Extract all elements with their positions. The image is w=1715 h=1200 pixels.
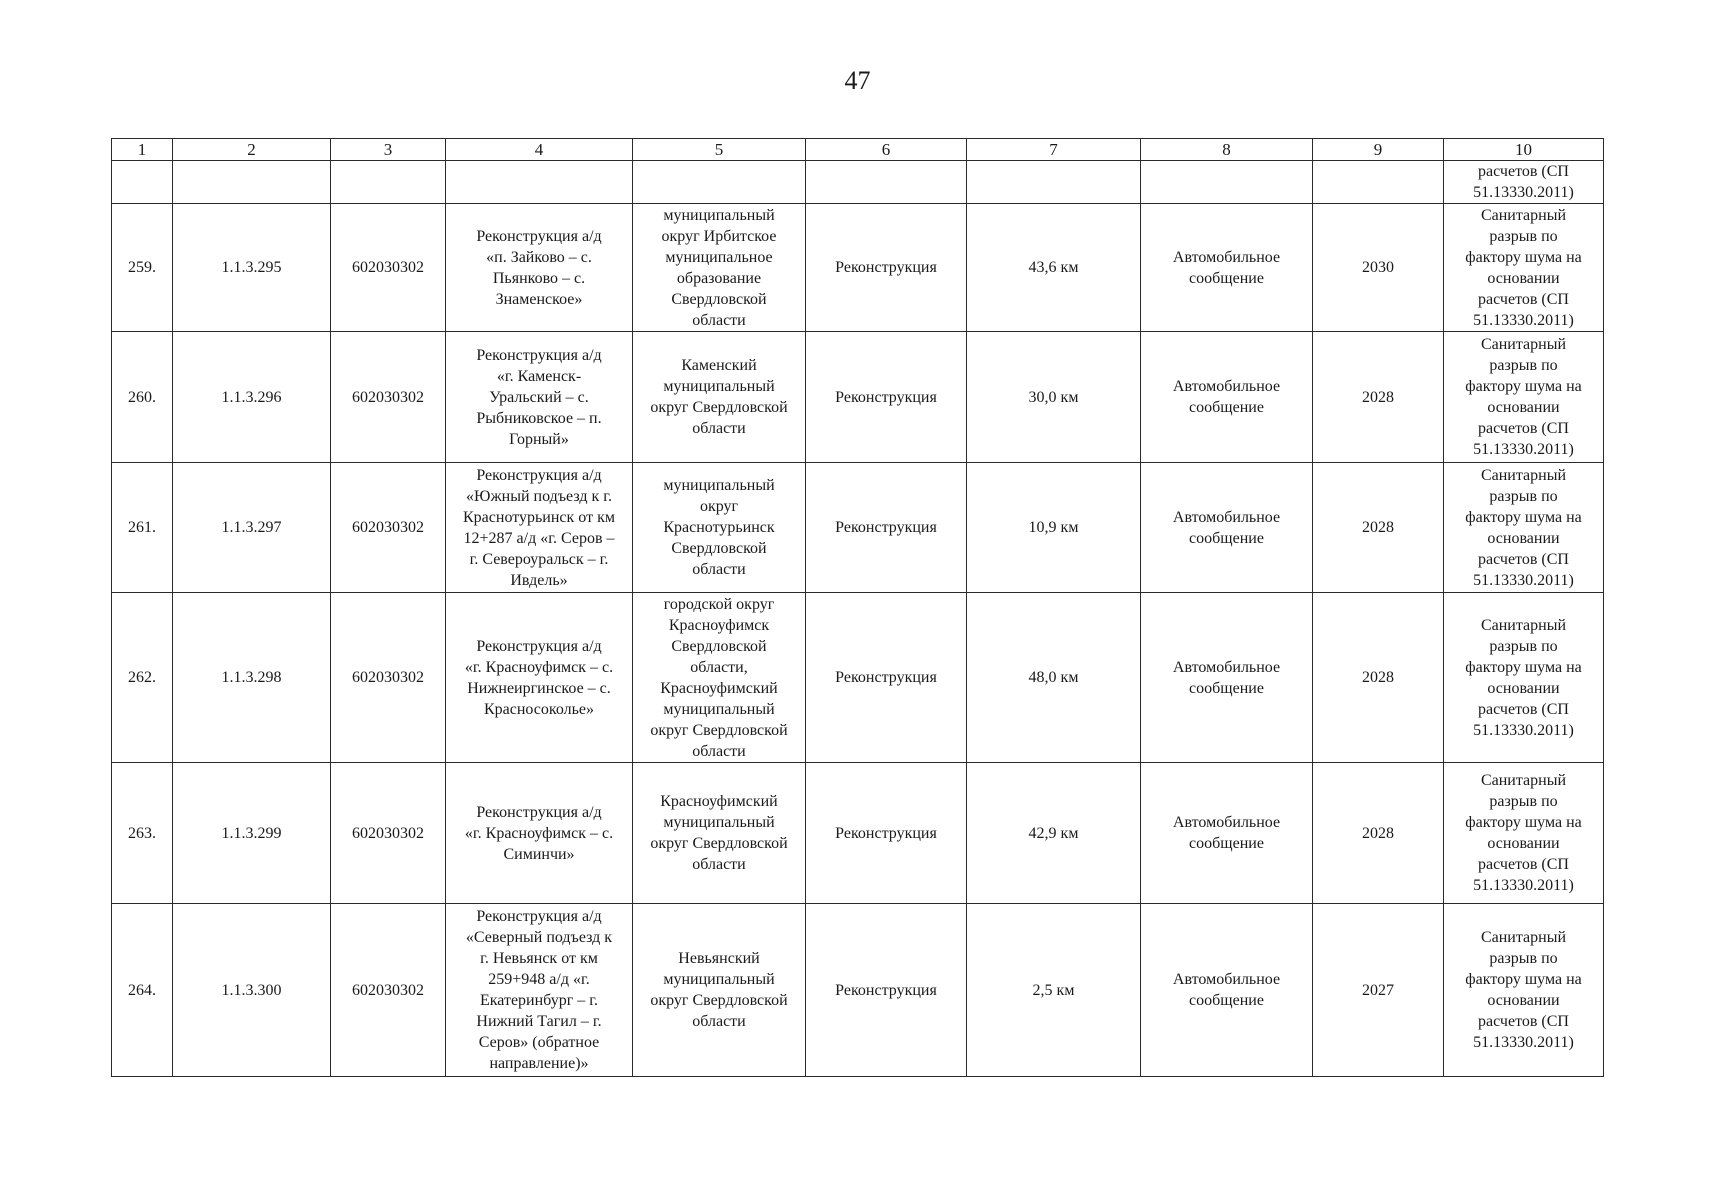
cell-zone: расчетов (СП 51.13330.2011) <box>1444 161 1604 204</box>
cell-zone: Санитарный разрыв по фактору шума на основании расчетов (СП 51.13330.2011) <box>1444 593 1604 763</box>
cell-code: 1.1.3.297 <box>173 463 331 593</box>
cell-type: Реконструкция <box>806 332 967 463</box>
cell-year: 2028 <box>1313 332 1444 463</box>
cell-length: 48,0 км <box>967 593 1141 763</box>
cell-kod: 602030302 <box>331 204 446 332</box>
column-number: 8 <box>1141 139 1313 161</box>
cell-purpose: Автомобильное сообщение <box>1141 332 1313 463</box>
table-row <box>112 904 1604 1077</box>
cell-location: Каменский муниципальный округ Свердловской области <box>633 332 806 463</box>
cell-code: 1.1.3.300 <box>173 904 331 1077</box>
column-number-row <box>112 139 1604 161</box>
table-row <box>112 463 1604 593</box>
cell-code: 1.1.3.298 <box>173 593 331 763</box>
cell-location: муниципальный округ Краснотурьинск Свердловской области <box>633 463 806 593</box>
cell-num: 263. <box>112 763 173 904</box>
table-row <box>112 204 1604 332</box>
cell-location: Невьянский муниципальный округ Свердловской области <box>633 904 806 1077</box>
cell-num: 259. <box>112 204 173 332</box>
cell-kod: 602030302 <box>331 904 446 1077</box>
column-number: 5 <box>633 139 806 161</box>
cell-kod: 602030302 <box>331 593 446 763</box>
cell-zone: Санитарный разрыв по фактору шума на основании расчетов (СП 51.13330.2011) <box>1444 332 1604 463</box>
cell-num: 262. <box>112 593 173 763</box>
column-number: 9 <box>1313 139 1444 161</box>
page-number: 47 <box>844 66 871 95</box>
cell-num: 264. <box>112 904 173 1077</box>
cell-location: Красноуфимский муниципальный округ Свердловской области <box>633 763 806 904</box>
table-row <box>112 763 1604 904</box>
cell-location: муниципальный округ Ирбитское муниципальное образование Свердловской области <box>633 204 806 332</box>
cell-name: Реконструкция а/д «Южный подъезд к г. Краснотурьинск от км 12+287 а/д «г. Серов – г. Североуральск – г. Ивдель» <box>446 463 633 593</box>
cell-name: Реконструкция а/д «п. Зайково – с. Пьянково – с. Знаменское» <box>446 204 633 332</box>
cell-kod: 602030302 <box>331 463 446 593</box>
cell-kod: 602030302 <box>331 332 446 463</box>
cell-purpose: Автомобильное сообщение <box>1141 204 1313 332</box>
cell-code: 1.1.3.295 <box>173 204 331 332</box>
column-number: 2 <box>173 139 331 161</box>
cell-num: 261. <box>112 463 173 593</box>
cell-purpose: Автомобильное сообщение <box>1141 593 1313 763</box>
cell-year: 2028 <box>1313 463 1444 593</box>
cell-kod: 602030302 <box>331 763 446 904</box>
cell-length: 42,9 км <box>967 763 1141 904</box>
cell-type: Реконструкция <box>806 763 967 904</box>
cell-length: 30,0 км <box>967 332 1141 463</box>
column-number: 6 <box>806 139 967 161</box>
cell-name: Реконструкция а/д «г. Каменск- Уральский – с. Рыбниковское – п. Горный» <box>446 332 633 463</box>
column-number: 7 <box>967 139 1141 161</box>
cell-zone: Санитарный разрыв по фактору шума на основании расчетов (СП 51.13330.2011) <box>1444 204 1604 332</box>
cell-num: 260. <box>112 332 173 463</box>
cell-year: 2028 <box>1313 763 1444 904</box>
continuation-row <box>112 161 1604 204</box>
column-number: 1 <box>112 139 173 161</box>
cell-zone: Санитарный разрыв по фактору шума на основании расчетов (СП 51.13330.2011) <box>1444 763 1604 904</box>
column-number: 4 <box>446 139 633 161</box>
cell-code: 1.1.3.299 <box>173 763 331 904</box>
table-row <box>112 593 1604 763</box>
cell-type: Реконструкция <box>806 904 967 1077</box>
cell-zone: Санитарный разрыв по фактору шума на основании расчетов (СП 51.13330.2011) <box>1444 904 1604 1077</box>
cell-length: 43,6 км <box>967 204 1141 332</box>
cell-length: 10,9 км <box>967 463 1141 593</box>
cell-name: Реконструкция а/д «г. Красноуфимск – с. Симинчи» <box>446 763 633 904</box>
cell-year: 2027 <box>1313 904 1444 1077</box>
cell-zone: Санитарный разрыв по фактору шума на основании расчетов (СП 51.13330.2011) <box>1444 463 1604 593</box>
cell-purpose: Автомобильное сообщение <box>1141 904 1313 1077</box>
cell-type: Реконструкция <box>806 463 967 593</box>
cell-type: Реконструкция <box>806 593 967 763</box>
column-number: 3 <box>331 139 446 161</box>
cell-location: городской округ Красноуфимск Свердловской области, Красноуфимский муниципальный округ Свердловской области <box>633 593 806 763</box>
cell-name: Реконструкция а/д «г. Красноуфимск – с. Нижнеиргинское – с. Красносоколье» <box>446 593 633 763</box>
table-row <box>112 332 1604 463</box>
cell-length: 2,5 км <box>967 904 1141 1077</box>
cell-year: 2030 <box>1313 204 1444 332</box>
column-number: 10 <box>1444 139 1604 161</box>
cell-purpose: Автомобильное сообщение <box>1141 463 1313 593</box>
cell-type: Реконструкция <box>806 204 967 332</box>
cell-code: 1.1.3.296 <box>173 332 331 463</box>
cell-name: Реконструкция а/д «Северный подъезд к г. Невьянск от км 259+948 а/д «г. Екатеринбург – г. Нижний Тагил – г. Серов» (обратное направление)» <box>446 904 633 1077</box>
cell-purpose: Автомобильное сообщение <box>1141 763 1313 904</box>
objects-table <box>111 138 1604 1077</box>
cell-year: 2028 <box>1313 593 1444 763</box>
